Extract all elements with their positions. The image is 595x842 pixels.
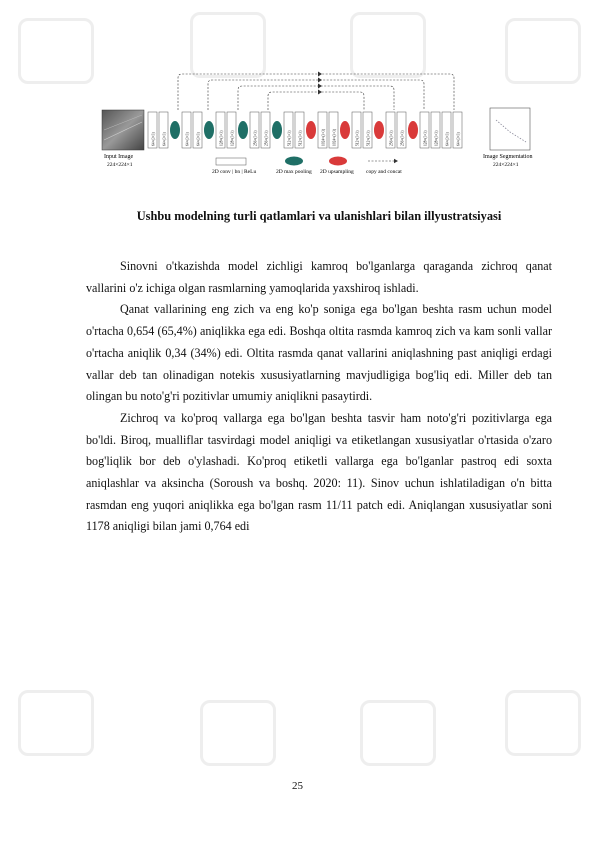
body-text: [86, 256, 552, 538]
upsampling-node: [374, 121, 384, 139]
output-image: [490, 108, 530, 150]
max-pooling-node: [272, 121, 282, 139]
layer-label: 64×(3×3): [185, 132, 190, 146]
legend-upsample-swatch: [329, 157, 347, 166]
max-pooling-node: [170, 121, 180, 139]
input-size: 224×224×1: [107, 162, 133, 168]
legend-copy: copy and concat: [366, 169, 402, 175]
upsampling-node: [408, 121, 418, 139]
layer-label: 512×(3×3): [355, 130, 360, 146]
paragraph: Zichroq va ko'proq vallarga ega bo'lgan beshta tasvir ham noto'g'ri pozitivlarga ega bo'ldi. Biroq, mualliflar tasvirdagi model aniqligi va etiketlangan xususiyatlar o'rtasida o'zaro bog'liqlik bor deb o'ylashadi. Ko'proq etiketli vallarga ega bo'lganlar pastroq edi soxta aniqlashlar va aksincha (Soroush va boshq. 2020: 11). Sinov uchun ishlatiladigan o'n bitta rasmdan eng yuqori aniqlikka ega bo'lgan rasm 11/11 patch edi. Aniqlangan xususiyatlar soni 1178 aniqligi bilan jami 0,764 edi: [86, 410, 552, 534]
layer-label: 64×(3×3): [196, 132, 201, 146]
layer-label: 64×(3×3): [151, 132, 156, 146]
layer-label: 512×(3×3): [366, 130, 371, 146]
legend-upsample: 2D upsampling: [320, 169, 354, 175]
max-pooling-node: [238, 121, 248, 139]
input-image: [102, 110, 144, 150]
unet-diagram: [98, 70, 560, 180]
legend-pool: 2D max pooling: [276, 169, 312, 175]
legend-pool-swatch: [285, 157, 303, 166]
layer-label: 64×(3×3): [162, 132, 167, 146]
layer-label: 256×(3×3): [264, 130, 269, 146]
layer-label: 1024×(3×3): [332, 128, 337, 146]
layer-label: 256×(3×3): [400, 130, 405, 146]
layer-label: 64×(3×3): [456, 132, 461, 146]
input-label: Input Image: [104, 154, 134, 160]
page-number: 25: [292, 780, 303, 792]
layer-label: 64×(3×3): [445, 132, 450, 146]
layer-label: 128×(3×3): [230, 130, 235, 146]
paragraph: Sinovni o'tkazishda model zichligi kamroq bo'lganlarga qaraganda zichroq qanat vallarini o'z ichiga olgan rasmlarning yamoqlarida yaxshiroq ishladi.: [86, 259, 552, 295]
output-size: 224×224×1: [493, 162, 519, 168]
figure-caption: Ushbu modelning turli qatlamlari va ulanishlari bilan illyustratsiyasi: [136, 209, 502, 223]
layer-label: 256×(3×3): [253, 130, 258, 146]
legend-conv: 2D conv | bn | ReLu: [212, 169, 257, 175]
max-pooling-node: [204, 121, 214, 139]
layer-label: 128×(3×3): [423, 130, 428, 146]
legend-conv-swatch: [216, 158, 246, 165]
layer-label: 512×(3×3): [298, 130, 303, 146]
layer-label: 128×(3×3): [219, 130, 224, 146]
paragraph: Qanat vallarining eng zich va eng ko'p soniga ega bo'lgan beshta rasm uchun model o'rtacha 0,654 (65,4%) aniqlikka ega edi. Boshqa oltita rasmda kamroq zich va kam sonli vallar o'rtacha aniqlik 0,34 (34%) edi. Oltita rasmda qanat vallarini aniqlashning past aniqligi erdagi vallar deb tan olinadigan notekis xususiyatlarning mavjudligiga bog'liq edi. Miller deb tan olingan bu noto'g'ri pozitivlar umumiy aniqlikni pasaytirdi.: [86, 302, 552, 404]
output-label: Image Segmentation: [483, 154, 533, 160]
layer-label: 128×(3×3): [434, 130, 439, 146]
layer-label: 256×(3×3): [389, 130, 394, 146]
layer-label: 1024×(3×3): [321, 128, 326, 146]
upsampling-node: [340, 121, 350, 139]
layer-label: 512×(3×3): [287, 130, 292, 146]
upsampling-node: [306, 121, 316, 139]
